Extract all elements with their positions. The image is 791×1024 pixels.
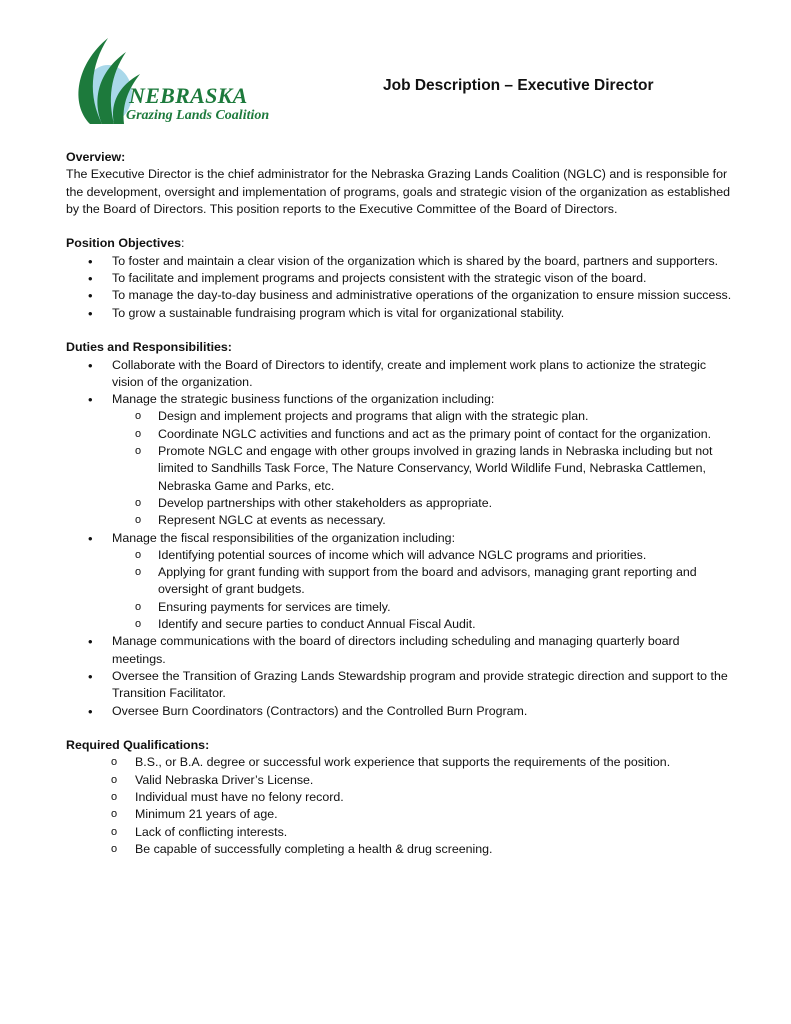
list-item	[66, 633, 732, 668]
list-item-text: Oversee the Transition of Grazing Lands Stewardship program and provide strategic direction and support to the Transition Facilitator.	[112, 668, 728, 701]
sub-list-item: o Represent NGLC at events as necessary.	[66, 512, 732, 529]
qualifications-section	[66, 737, 732, 858]
list-item	[66, 530, 732, 634]
objectives-heading-text: Position Objectives	[66, 236, 181, 251]
sub-list-item: o Identifying potential sources of income which will advance NGLC programs and priorities.	[66, 547, 732, 564]
list-item: • To manage the day-to-day business and administrative operations of the organization to ensure mission success.	[66, 287, 732, 304]
list-item	[66, 668, 732, 703]
sub-list-item: o Minimum 21 years of age.	[66, 806, 732, 823]
list-item-text: Manage the strategic business functions of the organization including:	[112, 392, 495, 407]
list-item	[66, 357, 732, 392]
sub-list-item: o Identify and secure parties to conduct Annual Fiscal Audit.	[66, 616, 732, 633]
document-body	[66, 149, 732, 875]
logo-name: NEBRASKA	[129, 83, 248, 108]
sub-list	[112, 547, 732, 633]
nglc-logo	[68, 34, 300, 128]
sub-list-item: o Lack of conflicting interests.	[66, 824, 732, 841]
list-item	[66, 391, 732, 529]
sub-list	[112, 408, 732, 529]
qualifications-list	[66, 754, 732, 858]
overview-text: The Executive Director is the chief administrator for the Nebraska Grazing Lands Coalition (NGLC) and is responsible for the development, oversight and implementation of programs, goals and strategic vision of the organization as established by the Board of Directors. This position reports to the Executive Committee of the Board of Directors.	[66, 167, 730, 216]
sub-list-item: o Develop partnerships with other stakeholders as appropriate.	[66, 495, 732, 512]
sub-list-item: o Be capable of successfully completing a health & drug screening.	[66, 841, 732, 858]
list-item: • To grow a sustainable fundraising program which is vital for organizational stability.	[66, 305, 732, 322]
overview-heading: Overview:	[66, 150, 126, 164]
duties-section	[66, 339, 732, 720]
duties-list	[66, 357, 732, 720]
objectives-list	[66, 253, 732, 322]
list-item	[66, 703, 732, 720]
list-item-text: Manage the fiscal responsibilities of the organization including:	[112, 530, 456, 545]
sub-list-item: o Promote NGLC and engage with other groups involved in grazing lands in Nebraska including but not limited to Sandhills Task Force, The Nature Conservancy, World Wildlife Fund, Nebraska Cattlemen, Nebraska Game and Parks, etc.	[66, 443, 732, 495]
qualifications-heading: Required Qualifications:	[66, 738, 210, 753]
sub-list-item: o Applying for grant funding with support from the board and advisors, managing grant reporting and oversight of grant budgets.	[66, 564, 732, 599]
list-item-text: Manage communications with the board of directors including scheduling and managing quarterly board meetings.	[112, 634, 680, 666]
duties-heading: Duties and Responsibilities:	[66, 340, 232, 355]
objectives-heading	[66, 235, 732, 252]
sub-list-item: o Individual must have no felony record.	[66, 789, 732, 806]
logo-subtitle: Grazing Lands Coalition	[126, 108, 270, 123]
objectives-section	[66, 235, 732, 321]
list-item-text: Collaborate with the Board of Directors to identify, create and implement work plans to actionize the strategic vision of the organization.	[112, 357, 707, 389]
list-item: • To foster and maintain a clear vision of the organization which is shared by the board, partners and supporters.	[66, 253, 732, 270]
sub-list-item: o Ensuring payments for services are timely.	[66, 599, 732, 616]
list-item: • To facilitate and implement programs and projects consistent with the strategic vison of the board.	[66, 270, 732, 287]
document-title: Job Description – Executive Director	[383, 77, 654, 94]
sub-list-item: o Design and implement projects and programs that align with the strategic plan.	[66, 408, 732, 425]
overview-section	[66, 149, 732, 218]
sub-list-item: o B.S., or B.A. degree or successful work experience that supports the requirements of the position.	[66, 754, 732, 771]
objectives-heading-colon: :	[181, 236, 185, 251]
sub-list-item: o Coordinate NGLC activities and functions and act as the primary point of contact for the organization.	[66, 426, 732, 443]
sub-list-item: o Valid Nebraska Driver’s License.	[66, 772, 732, 789]
list-item-text: Oversee Burn Coordinators (Contractors) and the Controlled Burn Program.	[112, 703, 528, 718]
